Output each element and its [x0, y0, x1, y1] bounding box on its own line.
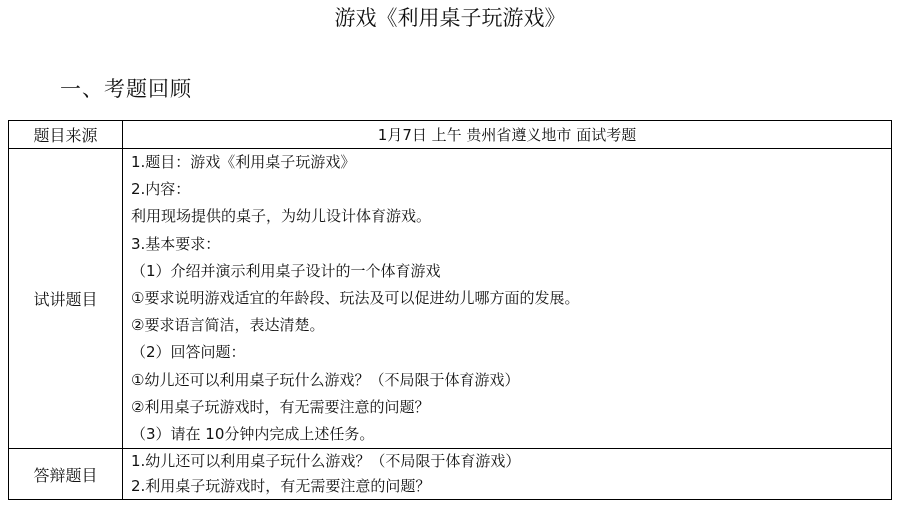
lecture-line-requirement-1a: ①要求说明游戏适宜的年龄段、玩法及可以促进幼儿哪方面的发展。: [131, 288, 580, 307]
lecture-label: 试讲题目: [9, 149, 123, 449]
table-row-defense: [9, 449, 892, 500]
source-label: 题目来源: [9, 121, 123, 149]
lecture-line-content: 利用现场提供的桌子，为幼儿设计体育游戏。: [131, 207, 432, 226]
defense-label: 答辩题目: [9, 449, 123, 500]
lecture-line-requirements-heading: 3.基本要求：: [131, 234, 221, 253]
lecture-line-content-heading: 2.内容：: [131, 180, 191, 199]
lecture-line-requirement-3: （3）请在 10分钟内完成上述任务。: [131, 424, 375, 443]
lecture-line-topic: 1.题目：游戏《利用桌子玩游戏》: [131, 153, 356, 171]
defense-line-1: 1.幼儿还可以利用桌子玩什么游戏？（不局限于体育游戏）: [131, 452, 521, 471]
section-heading: 一、考题回顾: [60, 77, 192, 101]
source-value: 1月7日 上午 贵州省遵义地市 面试考题: [123, 121, 892, 149]
defense-line-2: 2.利用桌子玩游戏时，有无需要注意的问题？: [131, 477, 431, 496]
lecture-content: [123, 149, 892, 449]
lecture-line-requirement-1b: ②要求语言简洁，表达清楚。: [131, 316, 325, 335]
lecture-line-requirement-2a: ①幼儿还可以利用桌子玩什么游戏？（不局限于体育游戏）: [131, 370, 520, 389]
table-row-source: [9, 121, 892, 149]
lecture-line-requirement-1: （1）介绍并演示利用桌子设计的一个体育游戏: [131, 261, 441, 280]
lecture-line-requirement-2b: ②利用桌子玩游戏时，有无需要注意的问题？: [131, 397, 430, 416]
defense-content: [123, 449, 892, 500]
lecture-line-requirement-2: （2）回答问题：: [131, 343, 246, 362]
table-row-lecture: [9, 149, 892, 449]
exam-question-table: [8, 120, 892, 500]
document-title: 游戏《利用桌子玩游戏》: [334, 6, 566, 30]
